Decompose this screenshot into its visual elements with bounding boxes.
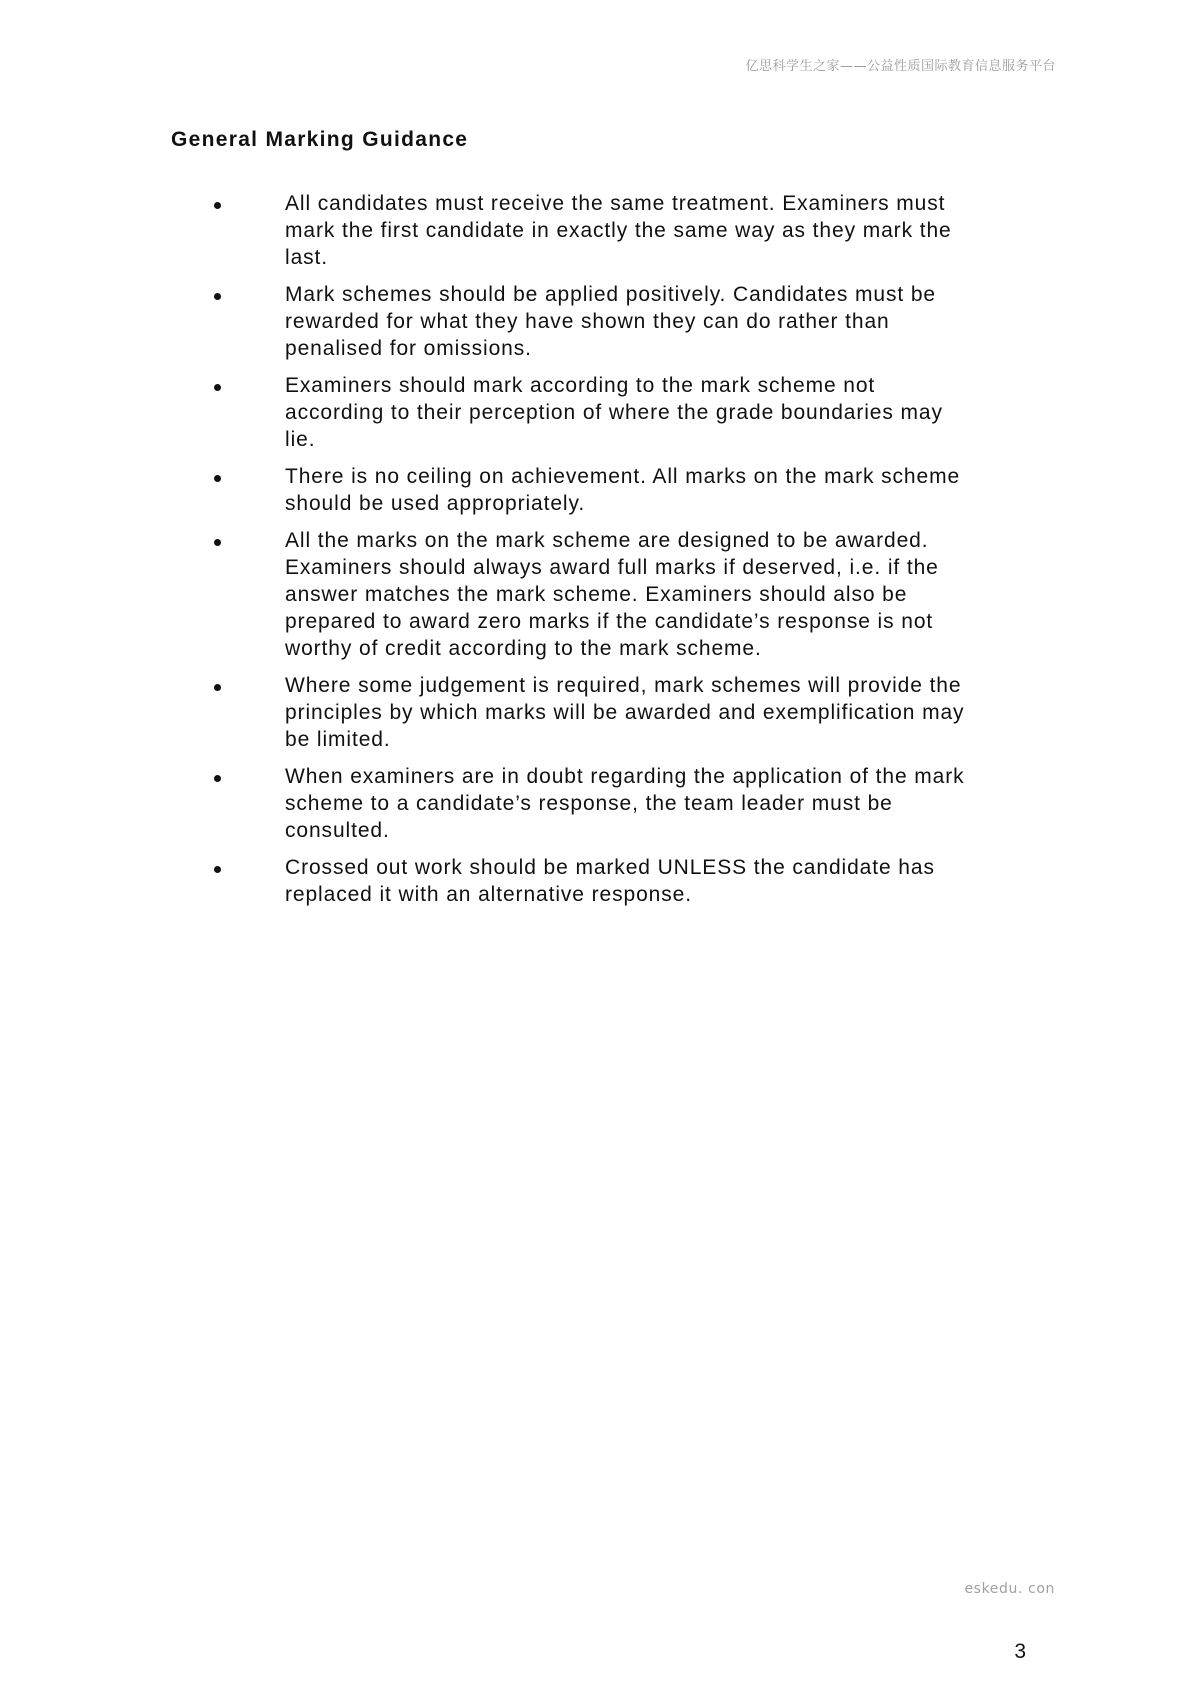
header-note: 亿思科学生之家——公益性质国际教育信息服务平台 bbox=[745, 59, 1056, 74]
marking-guidance-list bbox=[210, 190, 970, 918]
list-item bbox=[210, 672, 970, 753]
list-item bbox=[210, 372, 970, 453]
bullet-icon bbox=[214, 775, 221, 782]
bullet-icon bbox=[214, 293, 221, 300]
list-item bbox=[210, 527, 970, 662]
bullet-icon bbox=[214, 202, 221, 209]
section-heading: General Marking Guidance bbox=[171, 128, 469, 151]
footer-site-link: eskedu. con bbox=[964, 1581, 1055, 1597]
list-item-text: When examiners are in doubt regarding the application of the mark scheme to a candidate’s response, the team leader must be consulted. bbox=[285, 765, 965, 842]
list-item-text: All candidates must receive the same treatment. Examiners must mark the first candidate in exactly the same way as they mark the last. bbox=[285, 192, 952, 269]
list-item-text: Examiners should mark according to the mark scheme not according to their perception of where the grade boundaries may lie. bbox=[285, 374, 943, 451]
bullet-icon bbox=[214, 684, 221, 691]
list-item bbox=[210, 190, 970, 271]
list-item-text: Mark schemes should be applied positively. Candidates must be rewarded for what they have shown they can do rather than penalised for omissions. bbox=[285, 283, 936, 360]
list-item bbox=[210, 281, 970, 362]
list-item-text: Crossed out work should be marked UNLESS the candidate has replaced it with an alternative response. bbox=[285, 856, 935, 906]
list-item bbox=[210, 854, 970, 908]
bullet-icon bbox=[214, 384, 221, 391]
list-item-text: Where some judgement is required, mark schemes will provide the principles by which marks will be awarded and exemplification may be limited. bbox=[285, 674, 965, 751]
bullet-icon bbox=[214, 866, 221, 873]
list-item bbox=[210, 463, 970, 517]
bullet-icon bbox=[214, 539, 221, 546]
list-item-text: All the marks on the mark scheme are designed to be awarded. Examiners should always award full marks if deserved, i.e. if the answer matches the mark scheme. Examiners should also be prepared to award zero marks if the candidate’s response is not worthy of credit according to the mark scheme. bbox=[285, 529, 939, 660]
page-number: 3 bbox=[1014, 1640, 1026, 1663]
list-item-text: There is no ceiling on achievement. All marks on the mark scheme should be used appropriately. bbox=[285, 465, 961, 515]
bullet-icon bbox=[214, 475, 221, 482]
list-item bbox=[210, 763, 970, 844]
